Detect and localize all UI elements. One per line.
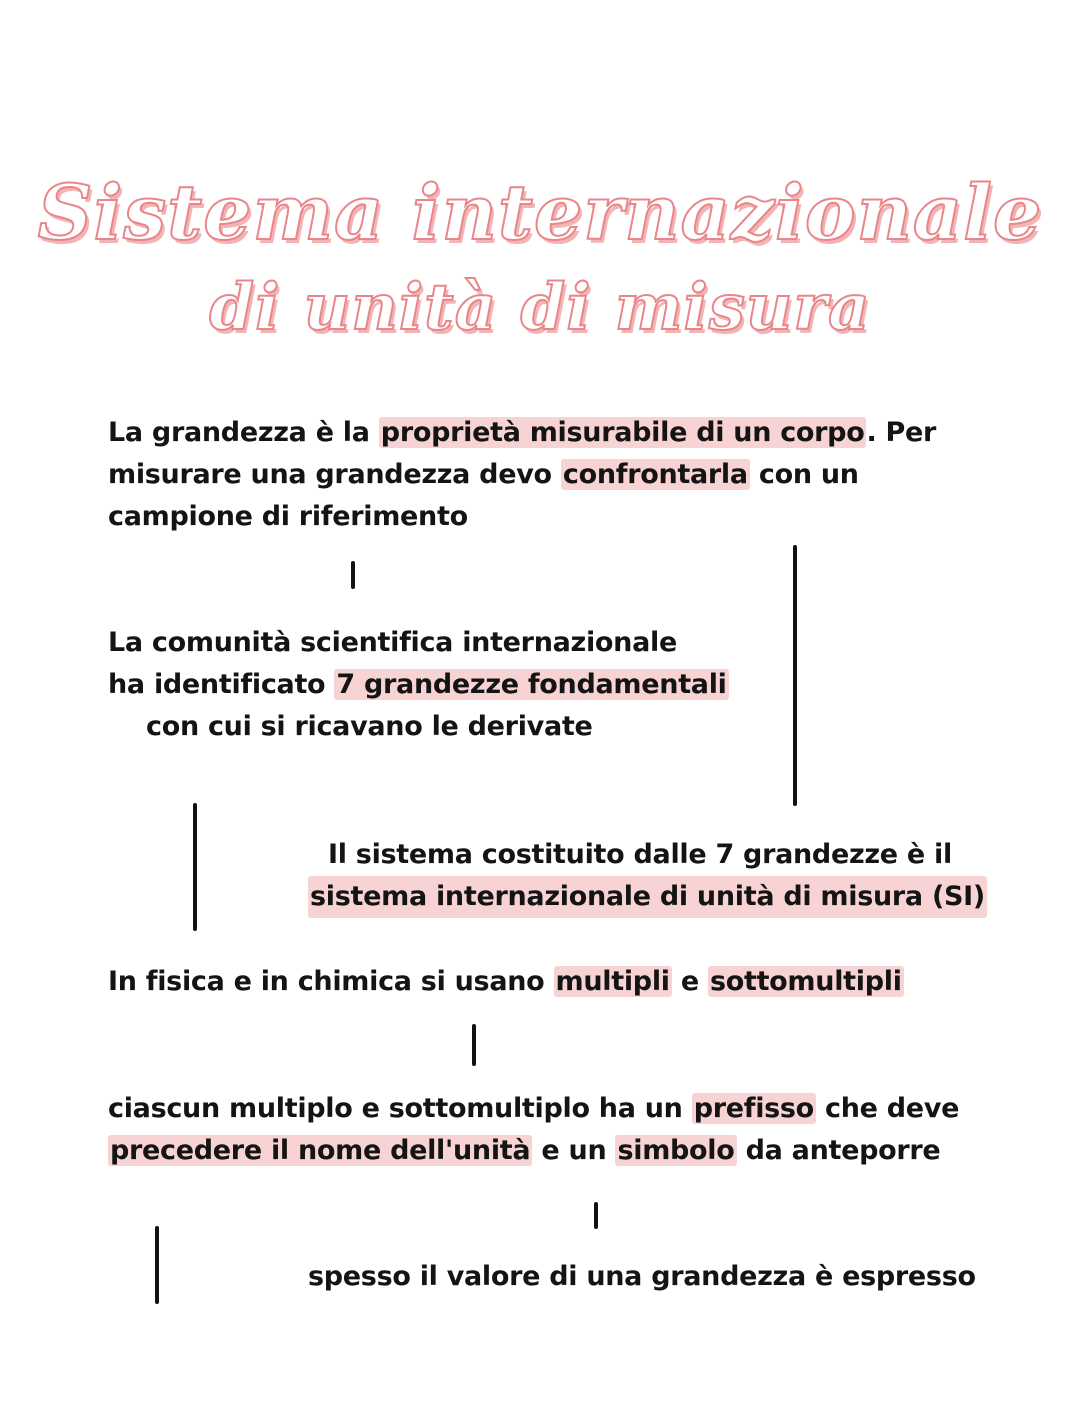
paragraph-comunita-scientifica (108, 622, 729, 748)
text-line (108, 1130, 959, 1172)
paragraph-prefisso (108, 1088, 959, 1172)
text-run: da anteporre (736, 1135, 941, 1166)
text-line: La comunità scientifica internazionale (108, 627, 677, 658)
text-line (108, 412, 936, 454)
text-line: spesso il valore di una grandezza è espresso (308, 1261, 976, 1292)
highlighted-text: proprietà misurabile di un corpo (380, 417, 865, 448)
text-run: ha identificato (108, 669, 335, 700)
text-line (108, 1088, 959, 1130)
connector-line (351, 561, 355, 589)
highlighted-text: sottomultipli (709, 966, 902, 997)
connector-line (193, 803, 197, 931)
text-run: La grandezza è la (108, 417, 379, 448)
highlighted-text: 7 grandezze fondamentali (336, 669, 727, 700)
text-run: In fisica e in chimica si usano (108, 966, 554, 997)
text-line (308, 876, 987, 918)
text-run: e (671, 966, 708, 997)
connector-line (155, 1226, 159, 1304)
highlighted-text: confrontarla (562, 459, 748, 490)
text-line: campione di riferimento (108, 501, 468, 532)
text-line (108, 961, 904, 1003)
text-line: Il sistema costituito dalle 7 grandezze è il (328, 839, 952, 870)
text-run: . Per (866, 417, 937, 448)
connector-line (594, 1202, 598, 1229)
text-line (108, 664, 729, 706)
paragraph-multipli (108, 961, 904, 1003)
highlighted-text: simbolo (617, 1135, 735, 1166)
text-run: ciascun multiplo e sottomultiplo ha un (108, 1093, 692, 1124)
text-run: e un (532, 1135, 616, 1166)
paragraph-sistema-si (308, 834, 987, 918)
page-title-line-2: di unità di misura (209, 270, 871, 345)
text-run: che deve (815, 1093, 960, 1124)
connector-line (472, 1024, 476, 1066)
text-run: misurare una grandezza devo (108, 459, 561, 490)
text-line: con cui si ricavano le derivate (146, 711, 593, 742)
text-line (108, 454, 936, 496)
text-run: (SI) (922, 881, 985, 912)
highlighted-text: precedere il nome dell'unità (110, 1135, 531, 1166)
highlighted-text: multipli (555, 966, 670, 997)
paragraph-valore-espresso (308, 1256, 976, 1298)
paragraph-grandezza (108, 412, 936, 538)
text-run: con un (749, 459, 859, 490)
connector-line (793, 545, 797, 806)
page-title-line-1: Sistema internazionale (37, 168, 1043, 257)
highlighted-text: sistema internazionale di unità di misura (310, 881, 923, 912)
highlighted-text: prefisso (693, 1093, 814, 1124)
